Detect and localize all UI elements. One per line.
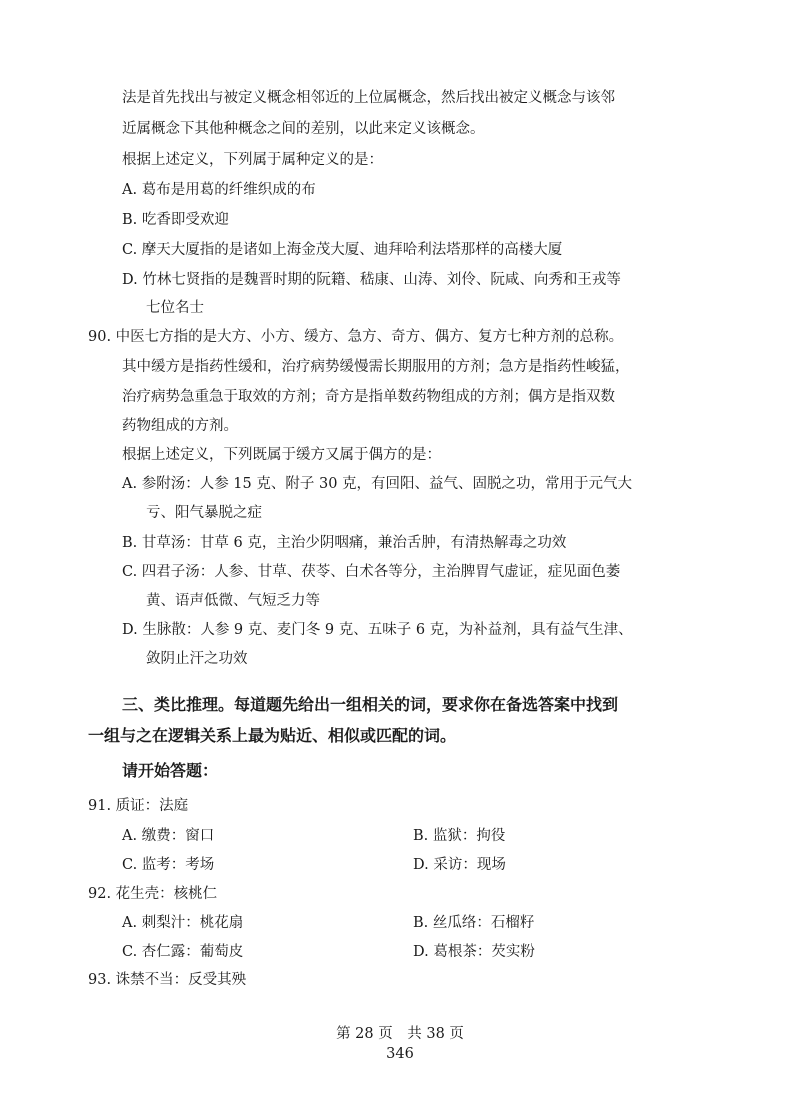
q90-prompt: 根据上述定义，下列既属于缓方又属于偶方的是： xyxy=(122,447,441,463)
q90-option-c-cont: 黄、语声低微、气短乏力等 xyxy=(146,593,320,609)
q92-option-c: C. 杏仁露：葡萄皮 xyxy=(122,944,244,960)
q90-option-d: D. 生脉散：人参 9 克、麦门冬 9 克、五味子 6 克，为补益剂，具有益气生津、 xyxy=(122,622,633,638)
q92-option-a: A. 刺梨汁：桃花扇 xyxy=(122,915,244,931)
q90-option-a-cont: 亏、阳气暴脱之症 xyxy=(146,505,262,521)
intro-line-1: 法是首先找出与被定义概念相邻近的上位属概念，然后找出被定义概念与该邻 xyxy=(122,90,615,106)
q90-line-4: 药物组成的方剂。 xyxy=(122,418,238,434)
q90-line-2: 其中缓方是指药性缓和，治疗病势缓慢需长期服用的方剂；急方是指药性峻猛， xyxy=(122,359,630,375)
intro-prompt: 根据上述定义，下列属于属种定义的是： xyxy=(122,152,383,168)
intro-option-d-cont: 七位名士 xyxy=(146,300,204,316)
intro-line-2: 近属概念下其他种概念之间的差别，以此来定义该概念。 xyxy=(122,121,485,137)
q93-stem: 93. 诛禁不当：反受其殃 xyxy=(88,972,247,988)
page-indicator: 第 28 页 共 38 页 xyxy=(336,1026,464,1042)
q92-option-b: B. 丝瓜络：石榴籽 xyxy=(413,915,535,931)
q90-option-a: A. 参附汤：人参 15 克、附子 30 克，有回阳、益气、固脱之功，常用于元气大 xyxy=(122,476,633,492)
q91-option-b: B. 监狱：拘役 xyxy=(413,828,506,844)
page-number: 346 xyxy=(386,1046,414,1062)
intro-option-c: C. 摩天大厦指的是诸如上海金茂大厦、迪拜哈利法塔那样的高楼大厦 xyxy=(122,242,563,258)
q92-stem: 92. 花生壳：核桃仁 xyxy=(88,886,218,902)
q90-option-c: C. 四君子汤：人参、甘草、茯苓、白术各等分，主治脾胃气虚证，症见面色萎 xyxy=(122,564,621,580)
q91-stem: 91. 质证：法庭 xyxy=(88,798,189,814)
q92-option-d: D. 葛根茶：芡实粉 xyxy=(413,944,535,960)
q90-line-3: 治疗病势急重急于取效的方剂；奇方是指单数药物组成的方剂；偶方是指双数 xyxy=(122,389,615,405)
q90-option-d-cont: 敛阴止汗之功效 xyxy=(146,651,248,667)
intro-option-a: A. 葛布是用葛的纤维织成的布 xyxy=(122,182,316,198)
intro-option-d: D. 竹林七贤指的是魏晋时期的阮籍、嵇康、山涛、刘伶、阮咸、向秀和王戎等 xyxy=(122,272,621,288)
q91-option-c: C. 监考：考场 xyxy=(122,857,215,873)
section-heading-line-1: 三、类比推理。每道题先给出一组相关的词，要求你在备选答案中找到 xyxy=(122,695,619,714)
intro-option-b: B. 吃香即受欢迎 xyxy=(122,212,229,228)
q90-line-1: 90. 中医七方指的是大方、小方、缓方、急方、奇方、偶方、复方七种方剂的总称。 xyxy=(88,329,624,345)
section-heading-line-2: 一组与之在逻辑关系上最为贴近、相似或匹配的词。 xyxy=(88,726,457,745)
q91-option-a: A. 缴费：窗口 xyxy=(122,828,215,844)
q91-option-d: D. 采访：现场 xyxy=(413,857,506,873)
q90-option-b: B. 甘草汤：甘草 6 克，主治少阴咽痛，兼治舌肿，有清热解毒之功效 xyxy=(122,535,567,551)
start-instruction: 请开始答题： xyxy=(122,761,219,780)
